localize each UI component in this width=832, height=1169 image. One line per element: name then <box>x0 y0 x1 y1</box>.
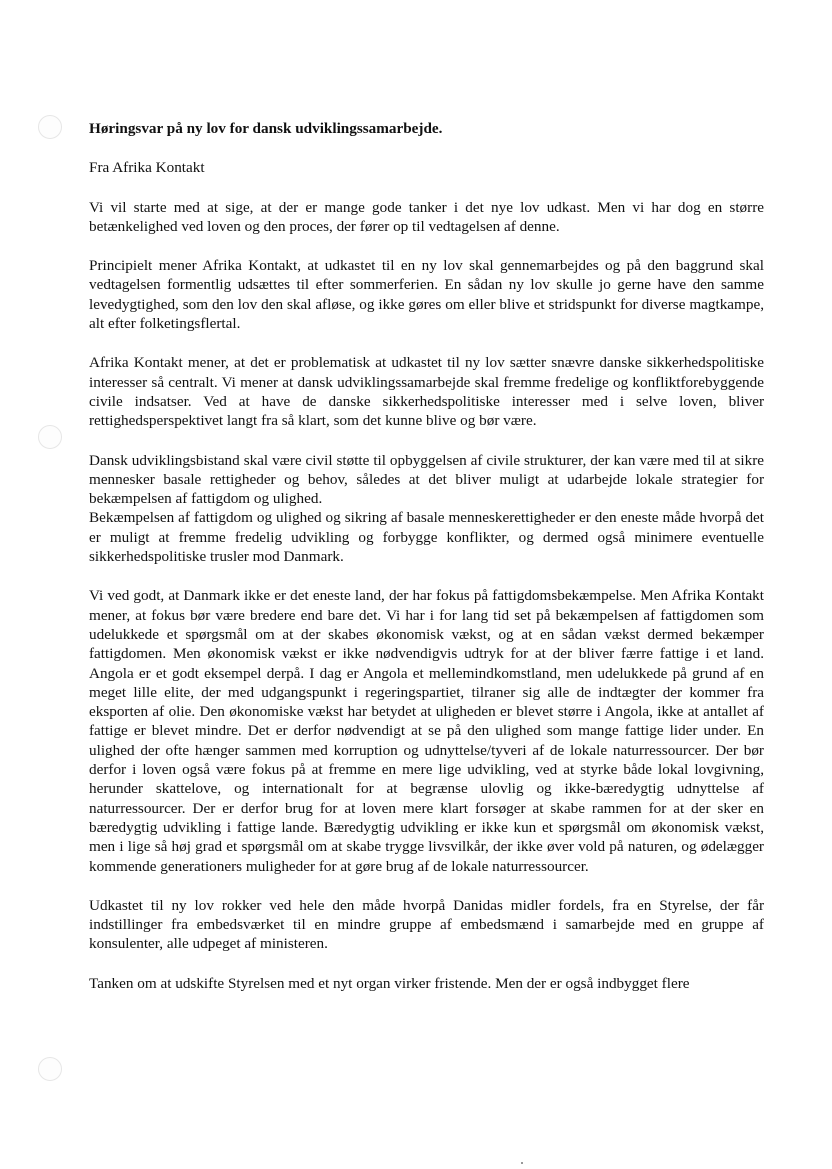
sender-line: Fra Afrika Kontakt <box>89 159 205 177</box>
paragraph: Bekæmpelsen af fattigdom og ulighed og sikring af basale menneskerettigheder er den eneste måde hvorpå det er muligt at fremme fredelig udvikling og forbygge konflikter, og dermed også minimere eventuelle sikkerhedspolitiske trusler mod Danmark. <box>89 509 764 566</box>
paragraph: Udkastet til ny lov rokker ved hele den måde hvorpå Danidas midler fordels, fra en Styrelse, der får indstillinger fra embedsværket til en mindre gruppe af embedsmænd i samarbejde med en gruppe af konsulenter, alle udpeget af ministeren. <box>89 896 764 953</box>
punch-hole-mark <box>38 1057 62 1081</box>
paragraph: Principielt mener Afrika Kontakt, at udkastet til en ny lov skal gennemarbejdes og på den baggrund skal vedtagelsen formentlig udsættes til efter sommerferien. En sådan ny lov skulle jo gerne have den samme levedygtighed, som den lov den skal afløse, og ikke gøres om eller blive et stridspunkt for diverse magtkampe, alt efter folketingsflertal. <box>89 257 764 333</box>
paragraph: Dansk udviklingsbistand skal være civil støtte til opbyggelsen af civile strukturer, der kan være med til at sikre mennesker basale rettigheder og behov, således at det bliver muligt at udarbejde lokale strategier for bekæmpelsen af fattigdom og ulighed. <box>89 451 764 508</box>
paragraph: Vi vil starte med at sige, at der er mange gode tanker i det nye lov udkast. Men vi har dog en større betænkelighed ved loven og den proces, der fører op til vedtagelsen af denne. <box>89 198 764 235</box>
paragraph: Afrika Kontakt mener, at det er problematisk at udkastet til ny lov sætter snævre danske sikkerhedspolitiske interesser så centralt. Vi mener at dansk udviklingssamarbejde skal fremme fredelige og konfliktforebyggende civile indsatser. Ved at have de danske sikkerhedspolitiske interesser med i selve loven, bliver rettighedsperspektivet langt fra så klart, som det kunne blive og bør være. <box>89 354 764 430</box>
paragraph: Vi ved godt, at Danmark ikke er det eneste land, der har fokus på fattigdomsbekæmpelse. Men Afrika Kontakt mener, at fokus bør være bredere end bare det. Vi har i for lang tid set på bekæmpelsen af fattigdomen som udelukkede et spørgsmål om at der skabes økonomisk vækst, og at en sådan vækst dermed bekæmper fattigdomen. Men økonomisk vækst er ikke nødvendigvis udtryk for at der bliver færre fattige i et land. Angola er et godt eksempel derpå. I dag er Angola et mellemindkomstland, men udelukkede på grund af en meget lille elite, der med udgangspunkt i regeringspartiet, tilraner sig alle de indtægter der kommer fra eksporten af olie. Den økonomiske vækst har betydet at uligheden er blevet større i Angola, ikke at antallet af fattige er blevet mindre. Det er derfor nødvendigt at se på den ulighed som mange fattige lider under. En ulighed der ofte hænger sammen med korruption og udnyttelse/tyveri af de lokale naturressourcer. Der bør derfor i loven også være fokus på at fremme en mere lige udvikling, ved at styrke både lokal lovgivning, herunder skattelove, og internationalt for at begrænse ulovlig og ikke-bæredygtig udnyttelse af naturressourcer. Der er derfor brug for at loven mere klart forsøger at skabe rammen for at der sker en bæredygtig udvikling i fattige lande. Bæredygtig udvikling er ikke kun et spørgsmål om økonomisk vækst, men i lige så høj grad et spørgsmål om at skabe trygge livsvilkår, der ikke øver vold på naturen, og ødelægger kommende generationers muligheder for at gøre brug af de lokale naturressourcer. <box>89 587 764 875</box>
document-body <box>89 119 764 1013</box>
paragraph: Tanken om at udskifte Styrelsen med et nyt organ virker fristende. Men der er også indbygget flere <box>89 974 690 992</box>
scan-speck <box>521 1162 523 1164</box>
punch-hole-mark <box>38 115 62 139</box>
document-title: Høringsvar på ny lov for dansk udviklingssamarbejde. <box>89 120 443 137</box>
punch-hole-mark <box>38 425 62 449</box>
